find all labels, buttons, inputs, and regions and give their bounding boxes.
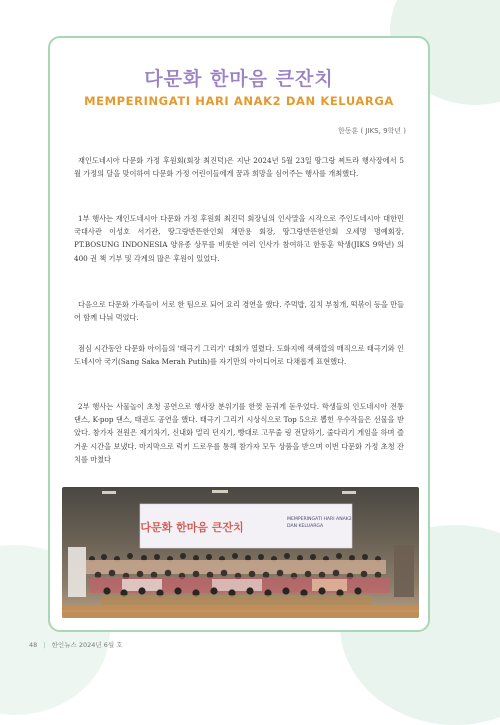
footer-divider: | [43, 641, 46, 649]
banner-title: 다문화 한마음 큰잔치 [140, 521, 244, 534]
banner-line-1: MEMPERINGATI HARI ANAK2 [287, 517, 352, 522]
banner-line-2: DAN KELUARGA [287, 524, 324, 529]
crowd [86, 553, 390, 607]
paragraph-2: 1부 행사는 재인도네시아 다문화 가정 후원회 최진덕 회장님의 인사말을 시작으로 주인도네시아 대한민국대사관 이성호 서기관, 땅그랑반뜬한인회 채만용 회장, 땅그랑반뜬한인회 오세명 명예회장, PT.BOSUNG INDONESIA 양유종 상무를 비롯한 여러 인사가 참여하고 한동훈 학생(JIKS 9학년) 의 400 권 책 기부 및 각계의 많은 후원이 있었다. [74, 214, 404, 263]
article-subtitle: MEMPERINGATI HARI ANAK2 DAN KELUARGA [84, 94, 394, 108]
page-number: 48 [29, 641, 38, 649]
article-frame [48, 36, 430, 632]
event-group-photo [62, 487, 419, 618]
paragraph-4: 점심 시간동안 다문화 아이들의 '태극기 그리기' 대회가 열렸다. 도화지에 색색깔의 매직으로 태극기와 인도네시아 국기(Sang Saka Merah Putih)를 자기만의 아이디어로 다채롭게 표현했다. [74, 344, 404, 367]
event-banner [140, 504, 352, 548]
paragraph-3: 다음으로 다문화 가족들이 서로 한 팀으로 되어 요리 경연을 했다. 주먹밥, 김치 부침개, 떡볶이 등을 만들어 함께 나눠 먹었다. [74, 300, 404, 323]
article-author: 한동훈 ( JIKS, 9학년 ) [337, 127, 406, 135]
article-title: 다문화 한마음 큰잔치 [144, 68, 334, 90]
paragraph-1: 재인도네시아 다문화 가정 후원회(회장 최진덕)은 지난 2024년 5월 23일 땅그랑 찌트라 행사장에서 5월 가정의 달을 맞이하여 다문화 가정 어린이들에게 꿈과 희망을 심어주는 행사를 개최했다. [74, 156, 404, 179]
paragraph-5: 2부 행사는 사물놀이 초청 공연으로 행사장 분위기를 한껏 돋궈게 돋우었다. 학생들의 인도네시아 전통 댄스, K-pop 댄스, 태권도 공연을 했다. 태극기 그리기 시상식으로 Top 5으로 뽑힌 우수작들은 선물을 받았다. 참가자 전원은 제기차기, 신내화 멀리 던지기, 빵대로 고무줄 링 전달하기, 줄다리기 게임을 하며 즐거운 시간을 보냈다. 마지막으로 럭키 드로우를 통해 참가자 모두 상품을 받으며 이번 다문화 가정 초청 잔치를 마쳤다 [74, 402, 404, 464]
page-footer [29, 640, 122, 649]
publication-name: 한인뉴스 2024년 6월 호 [51, 641, 123, 649]
